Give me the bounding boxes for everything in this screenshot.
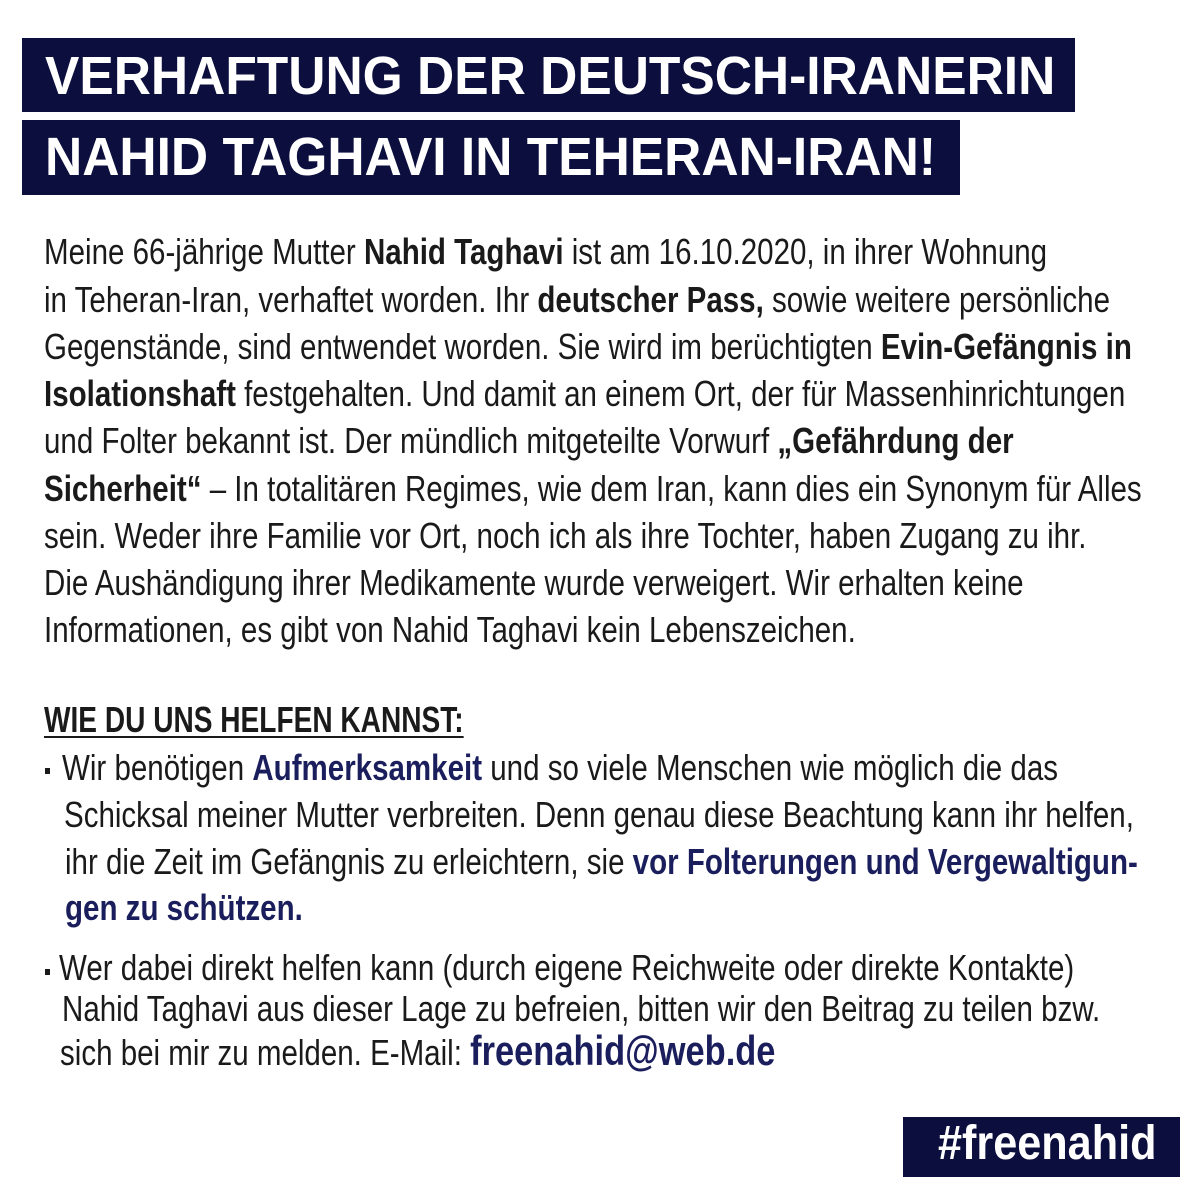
statement-emphasis: Evin-Gefängnis in	[880, 326, 1132, 367]
bullet-line	[62, 747, 1059, 788]
hashtag: #freenahid	[938, 1117, 1157, 1170]
contact-email: freenahid@web.de	[470, 1027, 776, 1074]
bullet-text: Nahid Taghavi aus dieser Lage zu befreien, bitten wir den Beitrag zu teilen bzw.	[62, 988, 1101, 1029]
bullet-highlight: vor Folterungen und Vergewaltigun-	[632, 841, 1138, 882]
bullet-text: Schicksal meiner Mutter verbreiten. Denn genau diese Beachtung kann ihr helfen,	[64, 794, 1134, 835]
statement-text: Gegenstände, sind entwendet worden. Sie wird im berüchtigten	[44, 326, 881, 367]
statement-text: in Teheran-Iran, verhaftet worden. Ihr	[44, 279, 538, 320]
square-bullet-icon	[45, 768, 50, 774]
statement-line	[44, 515, 1087, 556]
bullet-text: sich bei mir zu melden. E-Mail:	[60, 1032, 471, 1073]
statement-emphasis: Nahid Taghavi	[363, 231, 564, 272]
statement-line	[44, 279, 1111, 320]
statement-line	[44, 326, 1132, 367]
statement-text: Informationen, es gibt von Nahid Taghavi kein Lebenszeichen.	[44, 609, 856, 650]
bullet-line	[65, 841, 1138, 882]
statement-emphasis: Sicherheit“	[44, 468, 202, 509]
statement-text: festgehalten. Und damit an einem Ort, der für Massenhinrichtungen	[235, 373, 1126, 414]
statement-line	[44, 609, 856, 650]
statement-text: Die Aushändigung ihrer Medikamente wurde verweigert. Wir erhalten keine	[44, 562, 1024, 603]
statement-line	[44, 468, 1142, 509]
statement-emphasis: „Gefährdung der	[777, 420, 1014, 461]
statement-text: sein. Weder ihre Familie vor Ort, noch ich als ihre Tochter, haben Zugang zu ihr.	[44, 515, 1087, 556]
bullet-line	[59, 947, 1075, 988]
help-heading: WIE DU UNS HELFEN KANNST:	[44, 699, 464, 740]
bullet-text: Wir benötigen	[62, 747, 253, 788]
bullet-text: ihr die Zeit im Gefängnis zu erleichtern, sie	[65, 841, 633, 882]
statement-text: ist am 16.10.2020, in ihrer Wohnung	[563, 231, 1048, 272]
headline-line-1: VERHAFTUNG DER DEUTSCH-IRANERIN	[45, 46, 1056, 106]
statement-emphasis: deutscher Pass,	[537, 279, 764, 320]
statement-text: sowie weitere persönliche	[763, 279, 1111, 320]
statement-line	[44, 373, 1126, 414]
statement-text: Meine 66-jährige Mutter	[44, 231, 364, 272]
statement-line	[44, 562, 1024, 603]
statement-emphasis: Isolationshaft	[44, 373, 236, 414]
bullet-line	[62, 988, 1101, 1029]
bullet-text: Wer dabei direkt helfen kann (durch eigene Reichweite oder direkte Kontakte)	[59, 947, 1075, 988]
statement-line	[44, 420, 1014, 461]
headline-band-2	[22, 120, 960, 195]
statement-text: und Folter bekannt ist. Der mündlich mitgeteilte Vorwurf	[44, 420, 778, 461]
bullet-highlight: Aufmerksamkeit	[252, 747, 483, 788]
bullet-line	[65, 887, 303, 928]
hashtag-band	[903, 1117, 1180, 1177]
bullet-highlight: gen zu schützen.	[65, 887, 303, 928]
headline-line-2: NAHID TAGHAVI IN TEHERAN-IRAN!	[45, 127, 936, 187]
bullet-line	[64, 794, 1134, 835]
bullet-text: und so viele Menschen wie möglich die das	[482, 747, 1059, 788]
headline-band-1	[22, 38, 1075, 112]
statement-line	[44, 231, 1048, 272]
square-bullet-icon	[45, 969, 50, 975]
statement-text: – In totalitären Regimes, wie dem Iran, kann dies ein Synonym für Alles	[201, 468, 1142, 509]
bullet-line	[60, 1027, 776, 1074]
